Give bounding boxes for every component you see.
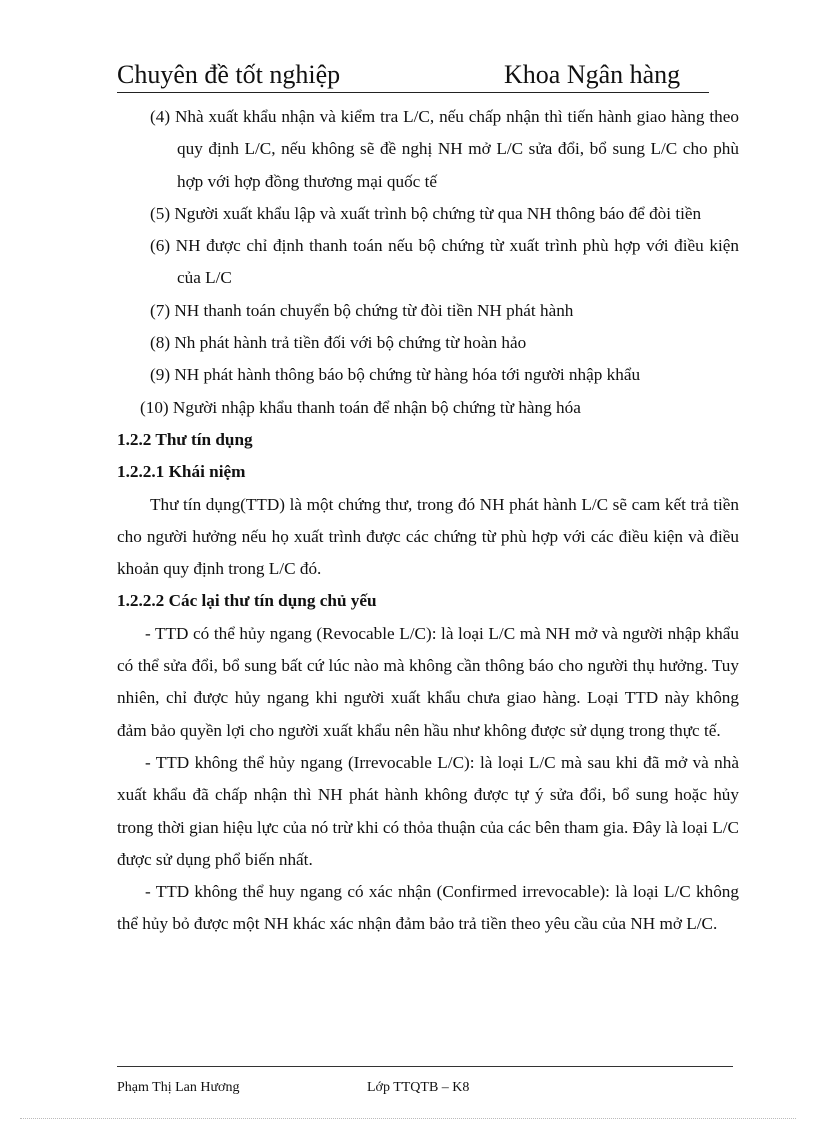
step-item: (4) Nhà xuất khẩu nhận và kiểm tra L/C, nếu chấp nhận thì tiến hành giao hàng theo quy định L/C, nếu không sẽ đề nghị NH mở L/C sửa đổi, bổ sung L/C cho phù hợp với hợp đồng thương mại quốc tế bbox=[150, 107, 739, 191]
header-title-left: Chuyên đề tốt nghiệp bbox=[117, 60, 341, 89]
section-heading: 1.2.2 Thư tín dụng bbox=[117, 429, 253, 449]
page-bottom-edge bbox=[20, 1118, 796, 1119]
step-item: (5) Người xuất khẩu lập và xuất trình bộ chứng từ qua NH thông báo để đòi tiền bbox=[150, 203, 702, 223]
bullet-paragraph: - TTD không thể hủy ngang (Irrevocable L/C): là loại L/C mà sau khi đã mở và nhà xuất khẩu đã chấp nhận thì NH phát hành không được tự ý sửa đổi, bổ sung hoặc hủy trong thời gian hiệu lực của nó trừ khi có thỏa thuận của các bên tham gia. Đây là loại L/C được sử dụng phổ biến nhất. bbox=[117, 752, 739, 869]
bullet-paragraph: - TTD không thể huy ngang có xác nhận (Confirmed irrevocable): là loại L/C không thể hủy bỏ được một NH khác xác nhận đảm bảo trả tiền theo yêu cầu của NH mở L/C. bbox=[117, 882, 739, 934]
bullet-paragraph: - TTD có thể hủy ngang (Revocable L/C): là loại L/C mà NH mở và người nhập khẩu có thể sửa đổi, bổ sung bất cứ lúc nào mà không cần thông báo cho người thụ hưởng. Tuy nhiên, chỉ được hủy ngang khi người xuất khẩu chưa giao hàng. Loại TTD này không đảm bảo quyền lợi cho người xuất khẩu nên hầu như không được sử dụng trong thực tế. bbox=[117, 623, 739, 740]
footer-author: Phạm Thị Lan Hương bbox=[117, 1080, 240, 1095]
subsection-heading: 1.2.2.2 Các lại thư tín dụng chủ yếu bbox=[117, 591, 377, 611]
document-body bbox=[117, 101, 739, 941]
page-header bbox=[117, 58, 709, 93]
step-item: (9) NH phát hành thông báo bộ chứng từ hàng hóa tới người nhập khẩu bbox=[150, 365, 641, 385]
footer-divider bbox=[117, 1066, 733, 1067]
footer-class: Lớp TTQTB – K8 bbox=[367, 1080, 470, 1095]
page-footer bbox=[117, 1077, 733, 1099]
step-item: (10) Người nhập khẩu thanh toán để nhận bộ chứng từ hàng hóa bbox=[140, 397, 581, 417]
header-title-right: Khoa Ngân hàng bbox=[504, 60, 681, 89]
definition-paragraph: Thư tín dụng(TTD) là một chứng thư, trong đó NH phát hành L/C sẽ cam kết trả tiền cho người hưởng nếu họ xuất trình được các chứng từ phù hợp với các điều kiện và điều khoản quy định trong L/C đó. bbox=[117, 494, 739, 579]
subsection-heading: 1.2.2.1 Khái niệm bbox=[117, 462, 246, 482]
step-item: (8) Nh phát hành trả tiền đối với bộ chứng từ hoàn hảo bbox=[150, 333, 527, 353]
step-item: (7) NH thanh toán chuyển bộ chứng từ đòi tiền NH phát hành bbox=[150, 300, 574, 320]
step-item: (6) NH được chỉ định thanh toán nếu bộ chứng từ xuất trình phù hợp với điều kiện của L/C bbox=[150, 236, 739, 288]
